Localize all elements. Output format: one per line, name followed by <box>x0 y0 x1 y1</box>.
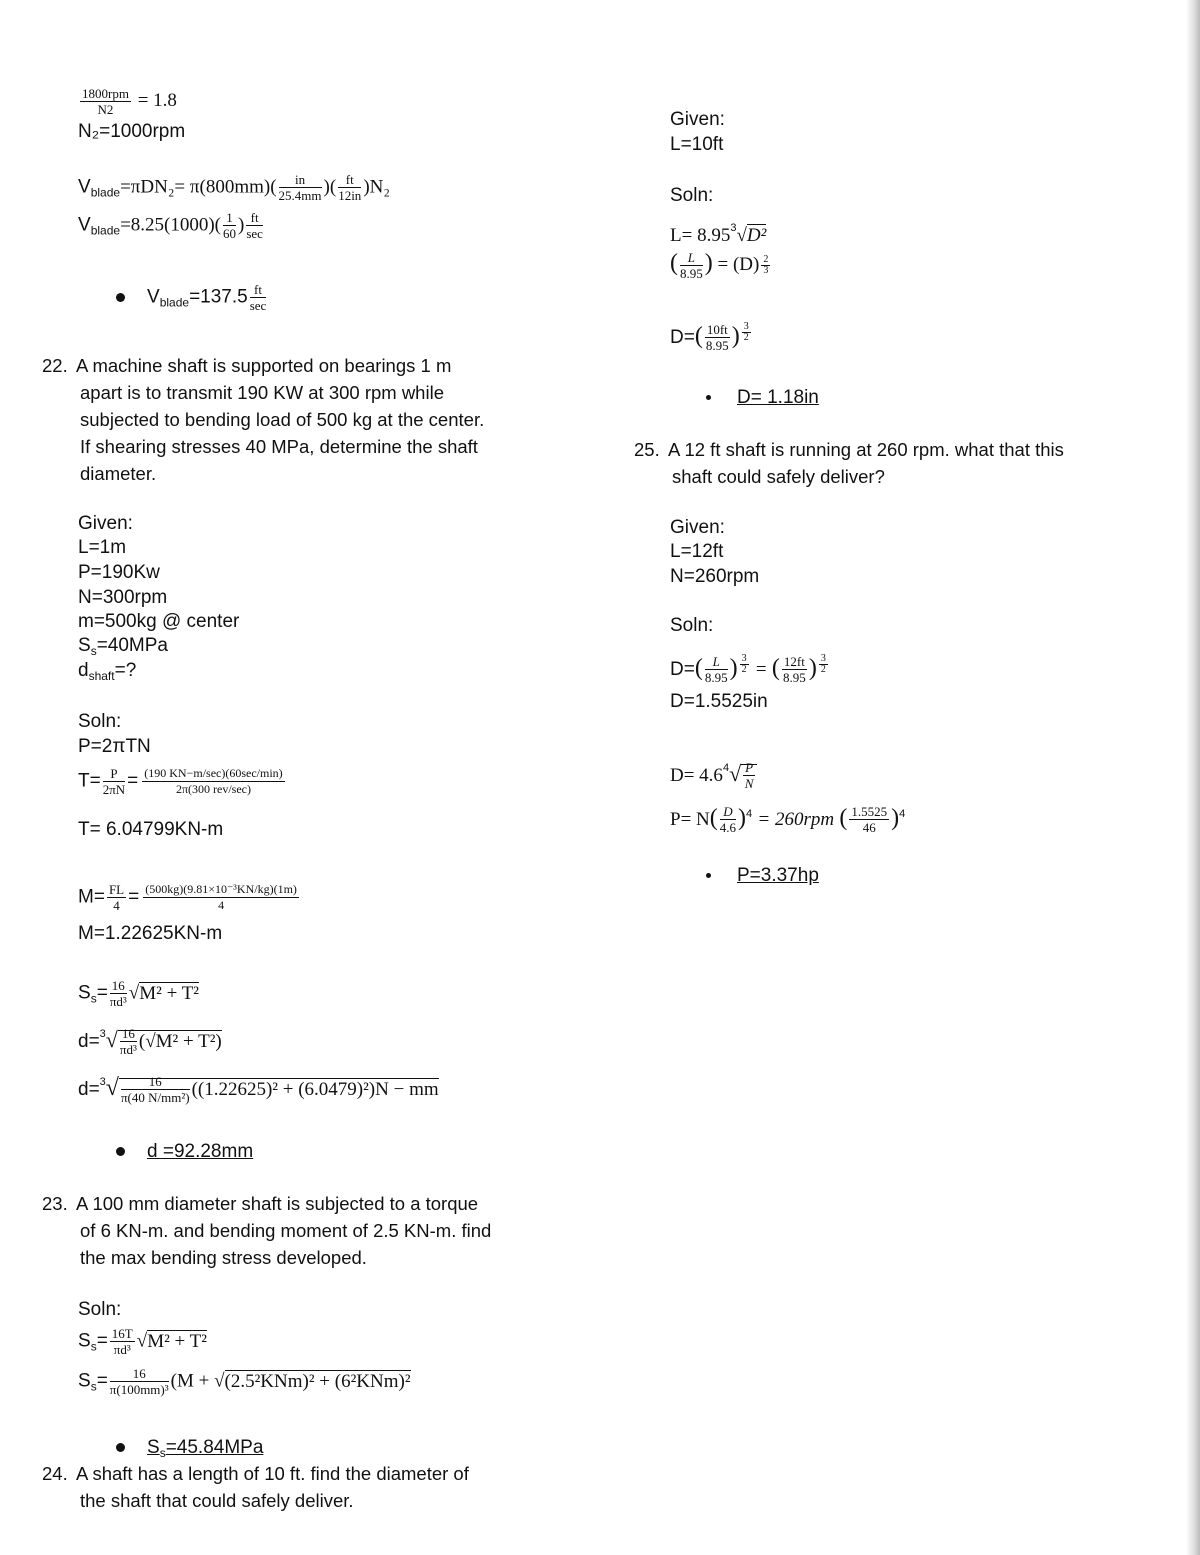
given-length-25: L=12ft <box>670 541 724 562</box>
bullet-icon <box>706 395 711 400</box>
scan-edge-shadow <box>1186 0 1200 1555</box>
given-mass: m=500kg @ center <box>78 611 240 632</box>
diameter-equation-2: d=$^3$√ $\frac{16}{\text{π(40 N/mm²)}}$ ((1.22625)² + (6.0479)²)N − mm <box>78 1074 439 1106</box>
stress-equation: $S_s=$ $\frac{16}{\text{πd³}}$ √M² + T² <box>78 978 199 1009</box>
power-equation-25: P= N( $\frac{D}{4.6}$ )$^4$ = 260rpm ( $\frac{1.5525}{46}$ )$^4$ <box>670 804 906 836</box>
diameter-equation-1: d=$^3$√ $\frac{16}{\text{πd³}}$ (√M² + T²) <box>78 1026 222 1058</box>
given-length: L=1m <box>78 537 127 558</box>
bullet-icon <box>706 873 711 878</box>
problem-25: 25. A 12 ft shaft is running at 260 rpm. what that this shaft could safely deliver? <box>634 439 1064 487</box>
given-label-24: Given: <box>670 109 725 130</box>
length-equation: $L= 8.95^3√D^2$ <box>670 222 767 246</box>
power-answer: P=3.37hp <box>706 864 819 888</box>
diameter-equation-25: D=( $\frac{L}{8.95}$ ) $\frac{3}{2}$ = ( $\frac{12ft}{8.95}$ ) $\frac{3}{2}$ <box>670 653 826 686</box>
soln-label-25: Soln: <box>670 615 714 636</box>
given-length-24: L=10ft <box>670 134 724 155</box>
ratio-equation: $\frac{\text{1800rpm}}{N2}$ = 1.8 <box>82 86 177 117</box>
given-power: P=190Kw <box>78 562 160 583</box>
torque-value: T= 6.04799KN-m <box>78 819 224 840</box>
given-stress: $S_s=40MPa$ <box>78 635 168 658</box>
diameter-equation-24: D=( $\frac{10ft}{8.95}$ ) $\frac{3}{2}$ <box>670 321 749 354</box>
diameter-value-25: D=1.5525in <box>670 691 768 712</box>
vblade-equation-2: $V_{blade}=8.25(1000)$( $\frac{1}{60}$ ) $\frac{ft}{\sec}$ <box>78 210 263 241</box>
given-label: Given: <box>78 513 133 534</box>
stress-answer: $S_s=45.84MPa$ <box>116 1436 263 1465</box>
stress-equation-23-2: $S_s=$ $\frac{16}{\text{π(100mm)³}}$ (M + √(2.5²KNm)² + (6²KNm)² <box>78 1366 411 1397</box>
moment-value: M=1.22625KN-m <box>78 923 223 944</box>
given-speed-25: N=260rpm <box>670 566 760 587</box>
diameter-power-relation: $D= 4.6^4√$ $\frac{P}{N}$ <box>670 756 757 791</box>
bullet-icon <box>116 1443 125 1452</box>
bullet-icon <box>116 1147 125 1156</box>
given-label-25: Given: <box>670 517 725 538</box>
soln-label-23: Soln: <box>78 1299 122 1320</box>
power-equation: P=2πTN <box>78 736 151 757</box>
moment-equation: M= $\frac{FL}{4}$ = $\frac{\text{(500kg)(9.81×10⁻³KN/kg)(1m)}}{4}$ <box>78 882 297 913</box>
problem-23: 23. A 100 mm diameter shaft is subjected to a torque of 6 KN-m. and bending moment of 2.5 KN-m. find the max bending stress developed. <box>42 1193 492 1268</box>
torque-equation: T= $\frac{P}{2\pi N}$ = $\frac{(190 KN-m/\sec)(60\sec/\min)}{\text{2π(300 rev/sec)}}$ <box>78 766 283 797</box>
vblade-answer: $V_{blade}=137.5$ $\frac{ft}{\sec}$ <box>116 282 268 315</box>
vblade-equation-1: $V_{blade}=\pi DN_2= \pi(800mm)$( $\frac{in}{25.4mm}$ )( $\frac{ft}{12in}$ )N₂ <box>78 172 390 203</box>
problem-24: 24. A shaft has a length of 10 ft. find the diameter of the shaft that could safely deliver. <box>42 1463 469 1511</box>
bullet-icon <box>116 293 125 302</box>
given-diameter: $d_{shaft}=$? <box>78 660 137 683</box>
soln-label: Soln: <box>78 711 122 732</box>
diameter-answer-24: D= 1.18in <box>706 386 819 410</box>
ratio-equation-24: ( $\frac{L}{8.95}$ ) = (D) $\frac{2}{3}$ <box>670 249 769 281</box>
diameter-answer: d =92.28mm <box>116 1140 253 1164</box>
problem-22: 22. A machine shaft is supported on bearings 1 m apart is to transmit 190 KW at 300 rpm while subjected to bending load of 500 kg at the center. If shearing stresses 40 MPa, determine the shaft diameter. <box>42 355 485 484</box>
soln-label-24: Soln: <box>670 185 714 206</box>
n2-value: N₂=1000rpm <box>78 121 186 142</box>
given-speed: N=300rpm <box>78 587 168 608</box>
stress-equation-23-1: $S_s=$ $\frac{16T}{\text{πd³}}$ √M² + T² <box>78 1326 207 1357</box>
